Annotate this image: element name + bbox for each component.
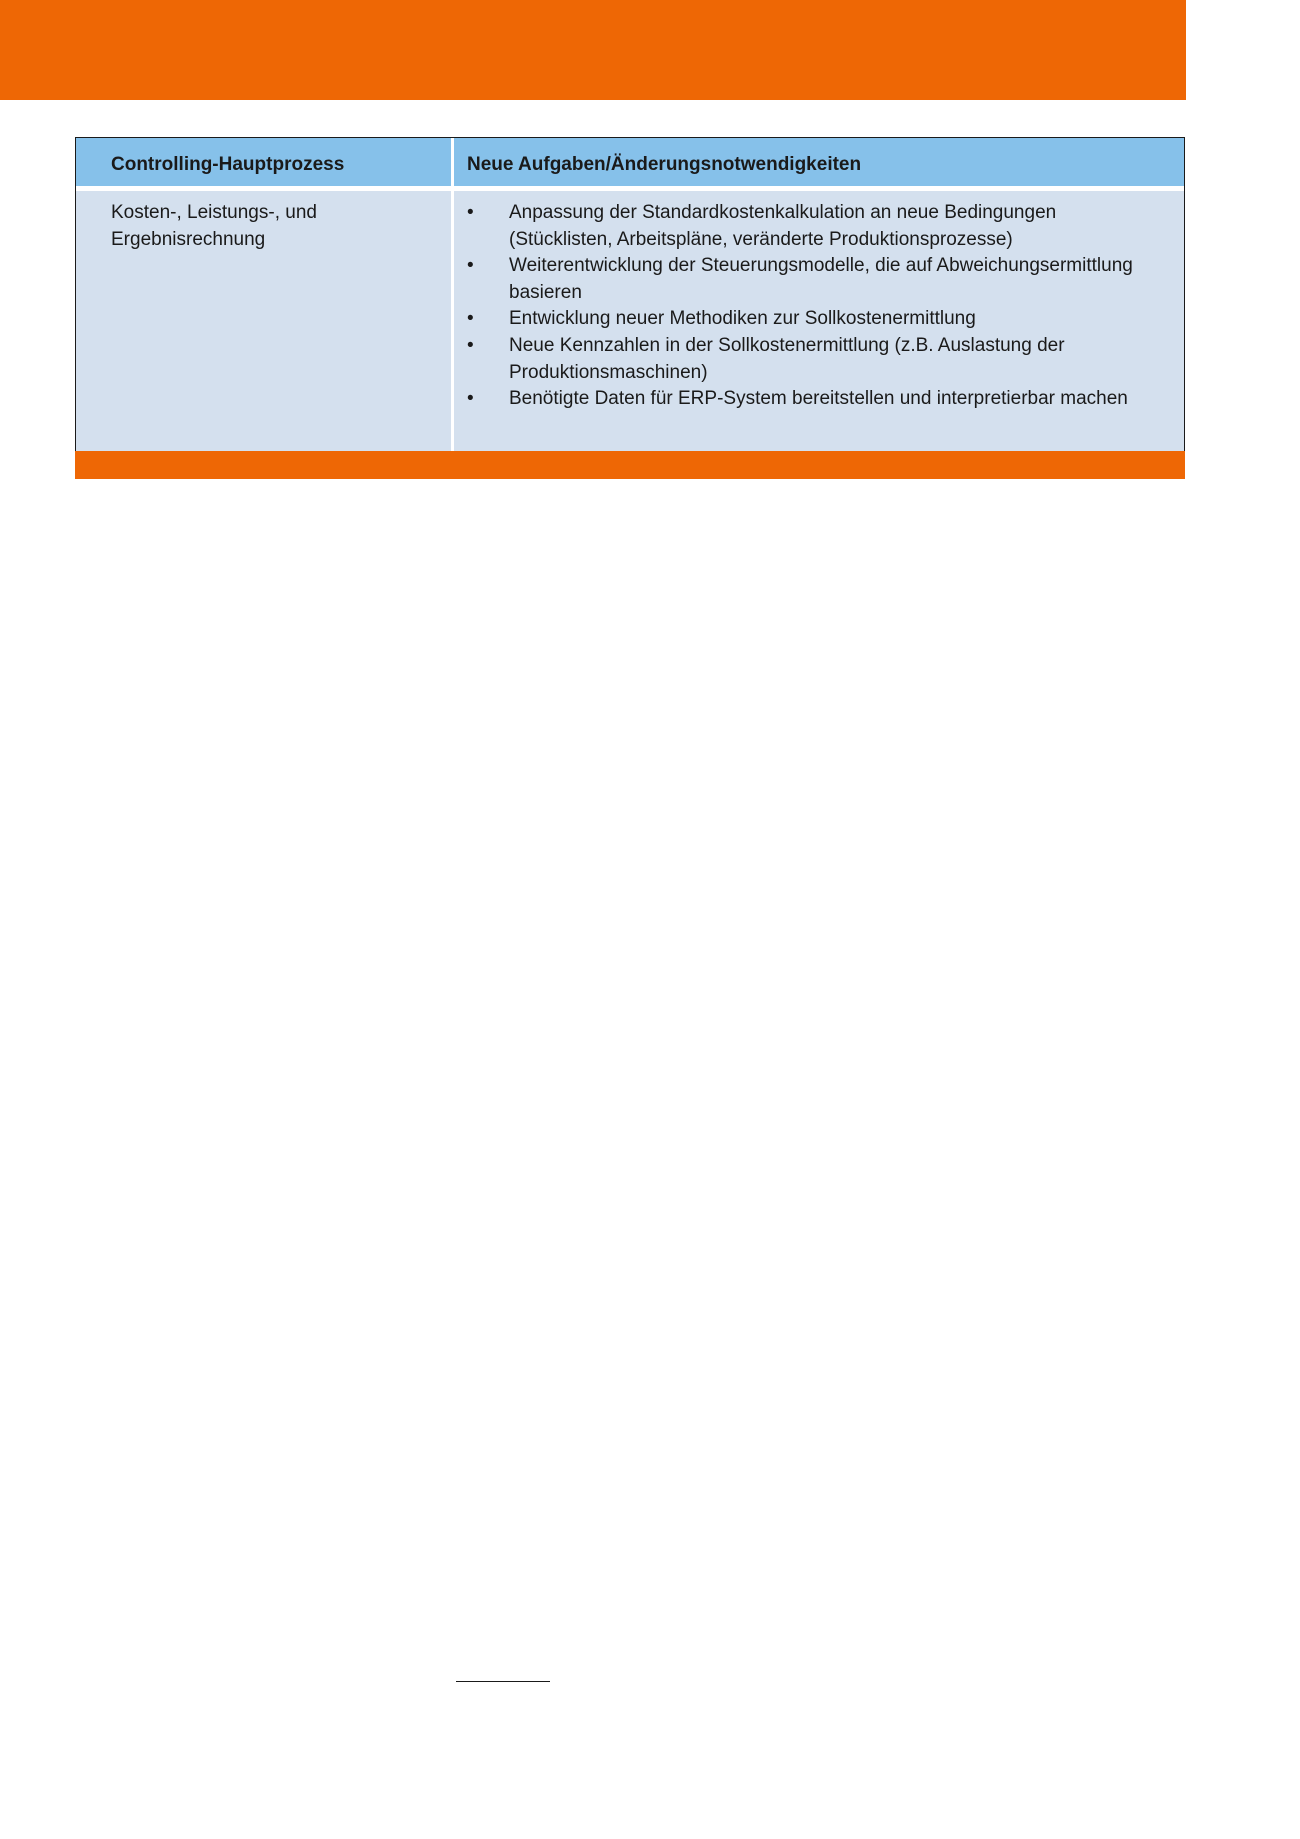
task-list: [467, 200, 1164, 413]
controlling-table: [75, 137, 1185, 454]
bullet-icon: •: [467, 308, 474, 330]
list-item: [467, 306, 1164, 333]
footnote-separator: [456, 1681, 550, 1682]
task-text: Benötigte Daten für ERP-System bereitstellen und interpretierbar machen: [509, 388, 1128, 410]
process-name: Kosten-, Leistungs-, und Ergebnisrechnung: [111, 202, 317, 250]
task-text: Neue Kennzahlen in der Sollkostenermittlung (z.B. Auslastung der Produktionsmaschinen): [509, 334, 1065, 383]
table-row: [76, 191, 1184, 453]
task-text: Entwicklung neuer Methodiken zur Sollkostenermittlung: [509, 308, 976, 330]
bullet-icon: •: [467, 202, 474, 223]
bullet-icon: •: [467, 388, 474, 410]
list-item: [467, 200, 1164, 253]
bottom-orange-band: [75, 451, 1185, 479]
header-neue-aufgaben: Neue Aufgaben/Änderungsnotwendigkeiten: [467, 154, 862, 175]
task-text: Anpassung der Standardkostenkalkulation an neue Bedingungen (Stücklisten, Arbeitspläne, veränderte Produktionsprozesse): [509, 202, 1057, 250]
list-item: [467, 386, 1164, 413]
list-item: [467, 253, 1164, 306]
process-cell: [76, 191, 454, 453]
bullet-icon: •: [467, 255, 474, 277]
task-text: Weiterentwicklung der Steuerungsmodelle, die auf Abweichungsermittlung basieren: [509, 255, 1133, 303]
table-header-row: [76, 138, 1184, 191]
header-controlling-hauptprozess: Controlling-Hauptprozess: [76, 138, 454, 186]
bullet-icon: •: [467, 334, 474, 356]
tasks-cell: [454, 191, 1184, 453]
top-orange-band: [0, 0, 1186, 100]
list-item: [467, 333, 1164, 386]
